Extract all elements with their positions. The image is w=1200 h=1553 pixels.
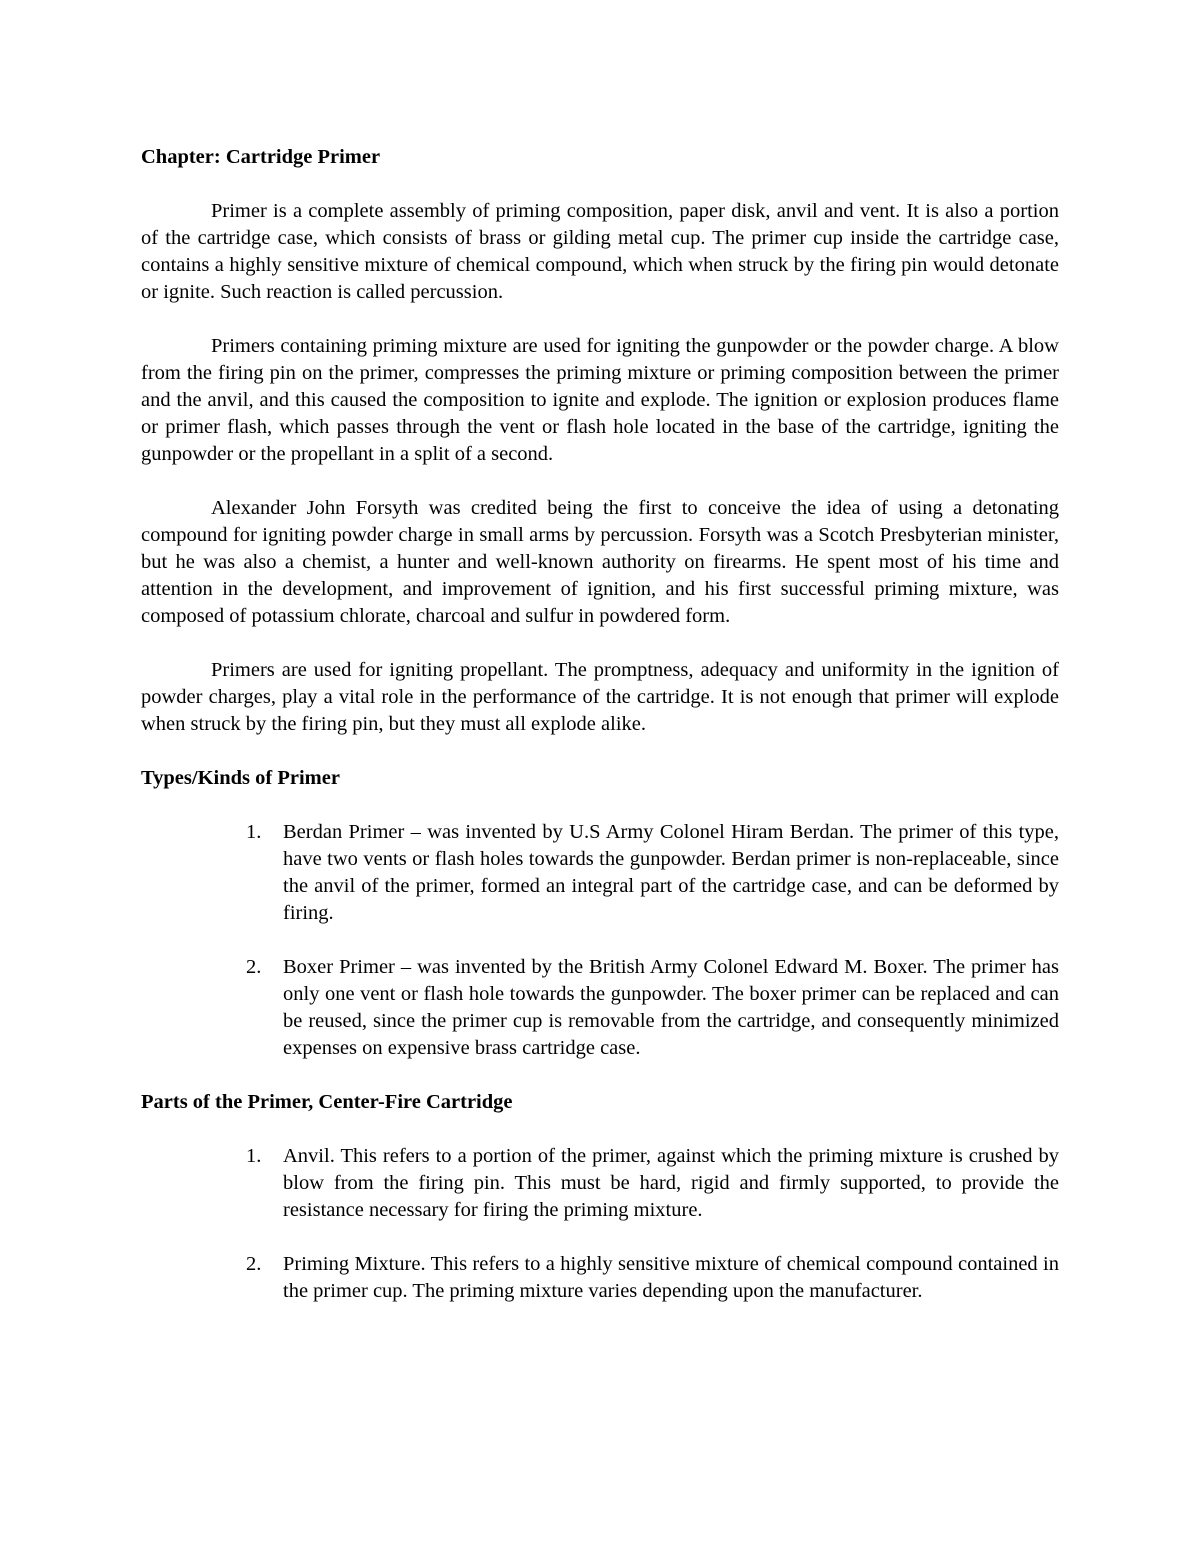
list-item-number: 2. [246, 956, 262, 978]
list-item-number: 2. [246, 1253, 262, 1275]
chapter-title: Chapter: Cartridge Primer [141, 146, 381, 168]
types-heading: Types/Kinds of Primer [141, 767, 340, 789]
document-body [141, 144, 1059, 1332]
paragraph-forsyth: Alexander John Forsyth was credited being the first to conceive the idea of using a detonating compound for igniting powder charge in small arms by percussion. Forsyth was a Scotch Presbyterian minister, but he was also a chemist, a hunter and well-known authority on firearms. He spent most of his time and attention in the development, and improvement of ignition, and his first successful priming mixture, was composed of potassium chlorate, charcoal and sulfur in powdered form. [141, 497, 1059, 627]
list-item-text: Boxer Primer – was invented by the British Army Colonel Edward M. Boxer. The primer has only one vent or flash hole towards the gunpowder. The boxer primer can be replaced and can be reused, since the primer cup is removable from the cartridge, and consequently minimized expenses on expensive brass cartridge case. [283, 956, 1059, 1059]
list-item-text: Anvil. This refers to a portion of the primer, against which the priming mixture is crushed by blow from the firing pin. This must be hard, rigid and firmly supported, to provide the resistance necessary for firing the priming mixture. [283, 1145, 1059, 1221]
paragraph-primer-definition: Primer is a complete assembly of priming composition, paper disk, anvil and vent. It is also a portion of the cartridge case, which consists of brass or gilding metal cup. The primer cup inside the cartridge case, contains a highly sensitive mixture of chemical compound, which when struck by the firing pin would detonate or ignite. Such reaction is called percussion. [141, 200, 1059, 303]
parts-heading: Parts of the Primer, Center-Fire Cartridge [141, 1091, 513, 1113]
list-item-number: 1. [246, 1145, 262, 1167]
paragraph-priming-mixture: Primers containing priming mixture are used for igniting the gunpowder or the powder charge. A blow from the firing pin on the primer, compresses the priming mixture or priming composition between the primer and the anvil, and this caused the composition to ignite and explode. The ignition or explosion produces flame or primer flash, which passes through the vent or flash hole located in the base of the cartridge, igniting the gunpowder or the propellant in a split of a second. [141, 335, 1059, 465]
list-item [141, 1143, 1059, 1224]
list-item [141, 954, 1059, 1062]
types-list [141, 819, 1059, 1062]
list-item [141, 1251, 1059, 1305]
list-item-text: Berdan Primer – was invented by U.S Army Colonel Hiram Berdan. The primer of this type, have two vents or flash holes towards the gunpowder. Berdan primer is non-replaceable, since the anvil of the primer, formed an integral part of the cartridge case, and can be deformed by firing. [283, 821, 1059, 924]
list-item-text: Priming Mixture. This refers to a highly sensitive mixture of chemical compound contained in the primer cup. The priming mixture varies depending upon the manufacturer. [283, 1253, 1059, 1302]
paragraph-primer-uses: Primers are used for igniting propellant. The promptness, adequacy and uniformity in the ignition of powder charges, play a vital role in the performance of the cartridge. It is not enough that primer will explode when struck by the firing pin, but they must all explode alike. [141, 659, 1059, 735]
list-item-number: 1. [246, 821, 262, 843]
parts-list [141, 1143, 1059, 1305]
list-item [141, 819, 1059, 927]
